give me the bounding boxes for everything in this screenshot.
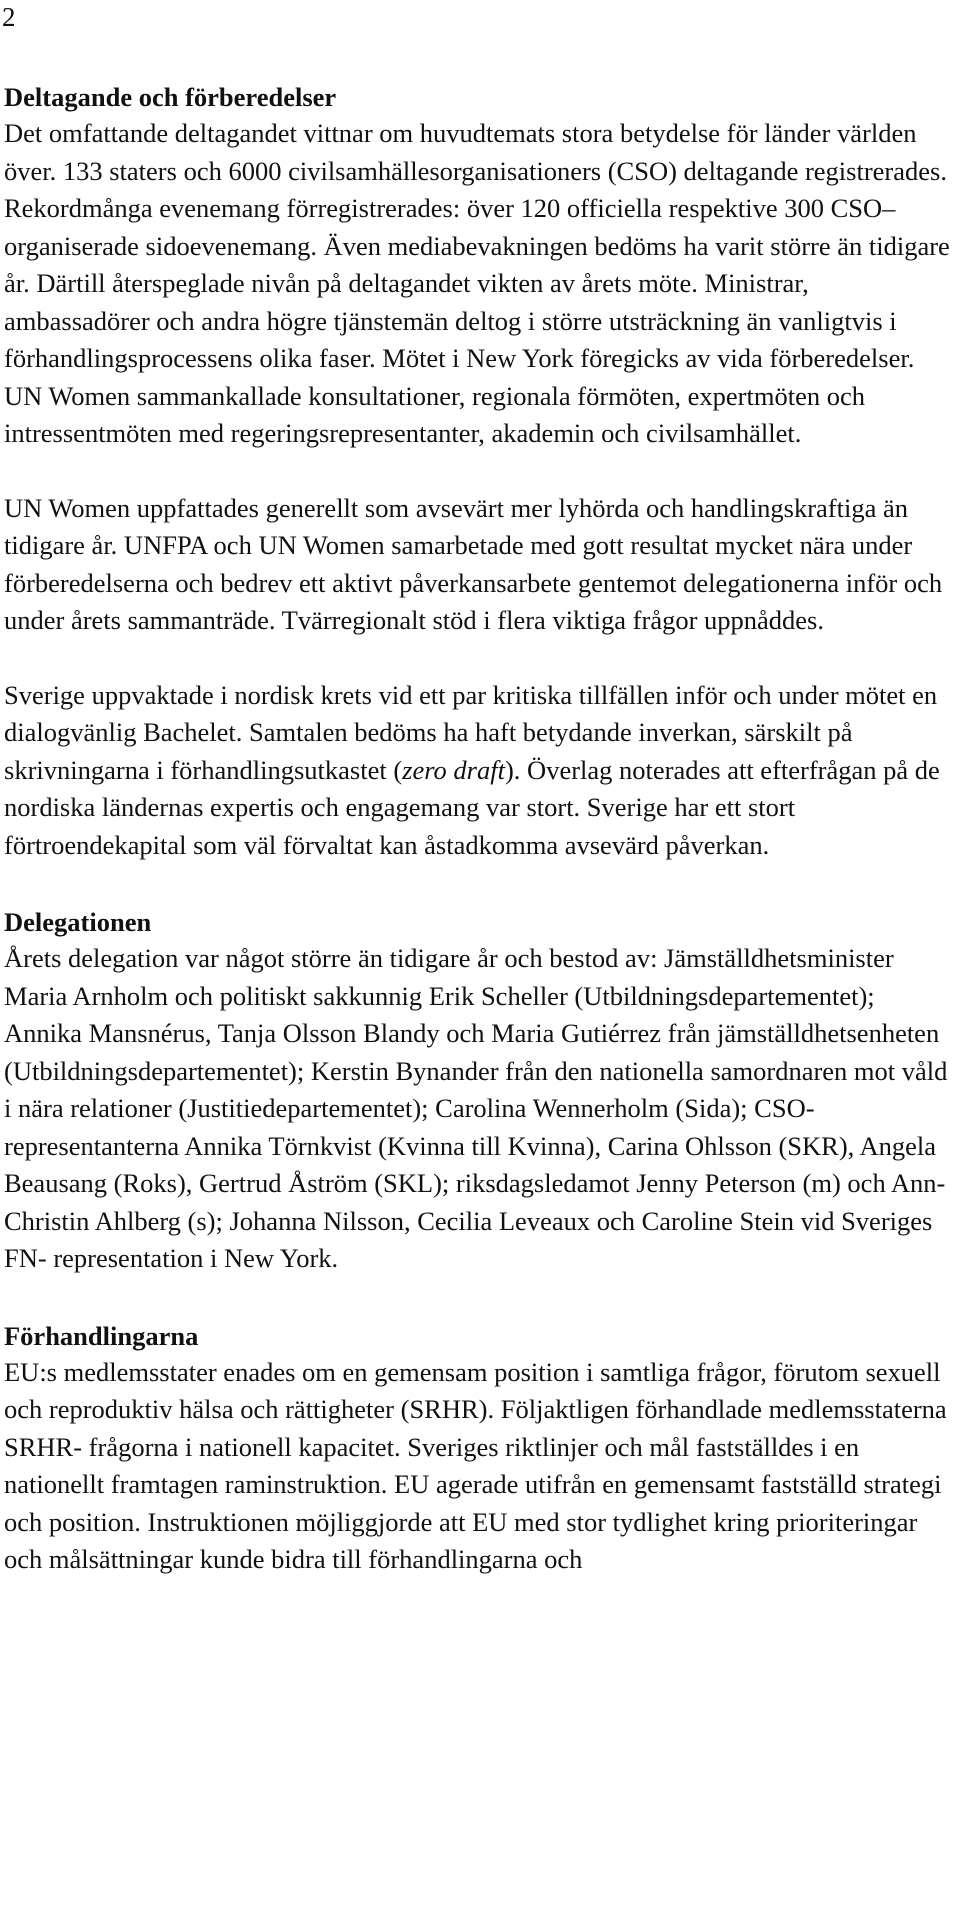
italic-term: zero draft bbox=[402, 754, 505, 785]
section-forhandlingarna bbox=[4, 1318, 954, 1579]
section-heading: Delegationen bbox=[4, 907, 152, 937]
paragraph: UN Women uppfattades generellt som avsevärt mer lyhörda och handlingskraftiga än tidigare år. UNFPA och UN Women samarbetade med gott resultat mycket nära under förberedelserna och bedrev ett aktivt påverkansarbete gentemot delegationerna inför och under årets sammanträde. Tvärregionalt stöd i flera viktiga frågor uppnåddes. bbox=[4, 492, 943, 635]
paragraph: EU:s medlemsstater enades om en gemensam position i samtliga frågor, förutom sexuell och reproduktiv hälsa och rättigheter (SRHR). Följaktligen förhandlade medlemsstaterna SRHR- frågorna i nationell kapacitet. Sveriges riktlinjer och mål fastställdes i en nationellt framtagen raminstruktion. EU agerade utifrån en gemensamt fastställd strategi och position. Instruktionen möjliggjorde att EU med stor tydlighet kring prioriteringar och målsättningar kunde bidra till förhandlingarna och bbox=[4, 1356, 947, 1574]
document-body bbox=[4, 79, 954, 1616]
paragraph bbox=[4, 677, 954, 865]
paragraph: Årets delegation var något större än tidigare år och bestod av: Jämställdhetsminister Maria Arnholm och politiskt sakkunnig Erik Scheller (Utbildningsdepartementet); Annika Mansnérus, Tanja Olsson Blandy och Maria Gutiérrez från jämställdhetsenheten (Utbildningsdepartementet); Kerstin Bynander från den nationella samordnaren mot våld i nära relationer (Justitiedepartementet); Carolina Wennerholm (Sida); CSO- representanterna Annika Törnkvist (Kvinna till Kvinna), Carina Ohlsson (SKR), Angela Beausang (Roks), Gertrud Åström (SKL); riksdagsledamot Jenny Peterson (m) och Ann-Christin Ahlberg (s); Johanna Nilsson, Cecilia Leveaux och Caroline Stein vid Sveriges FN- representation i New York. bbox=[4, 943, 948, 1273]
paragraph: Det omfattande deltagandet vittnar om huvudtemats stora betydelse för länder världen över. 133 staters och 6000 civilsamhällesorganisationers (CSO) deltagande registrerades. Rekordmånga evenemang förregistrerades: över 120 officiella respektive 300 CSO– organiserade sidoevenemang. Även mediabevakningen bedöms ha varit större än tidigare år. Därtill återspeglade nivån på deltagandet vikten av årets möte. Ministrar, ambassadörer och andra högre tjänstemän deltog i större utsträckning än vanligtvis i förhandlingsprocessens olika faser. Mötet i New York föregicks av vida förberedelser. UN Women sammankallade konsultationer, regionala förmöten, expertmöten och intressentmöten med regeringsrepresentanter, akademin och civilsamhället. bbox=[4, 118, 950, 448]
section-heading: Deltagande och förberedelser bbox=[4, 82, 337, 112]
paragraph-text: Sverige uppvaktade i nordisk krets vid ett par kritiska tillfällen inför och under mötet en dialogvänlig Bachelet. Samtalen bedöms ha haft betydande inverkan, särskilt på skrivningarna i förhandlingsutkastet ( bbox=[4, 679, 938, 785]
section-delegationen bbox=[4, 904, 954, 1278]
paragraph-text: ). Överlag noterades att efterfrågan på de nordiska ländernas expertis och engagemang var stort. Sverige har ett stort förtroendekapital som väl förvaltat kan åstadkomma avsevärd påverkan. bbox=[4, 754, 940, 860]
section-heading: Förhandlingarna bbox=[4, 1320, 199, 1351]
section-deltagande bbox=[4, 79, 954, 864]
page-number: 2 bbox=[2, 2, 16, 32]
